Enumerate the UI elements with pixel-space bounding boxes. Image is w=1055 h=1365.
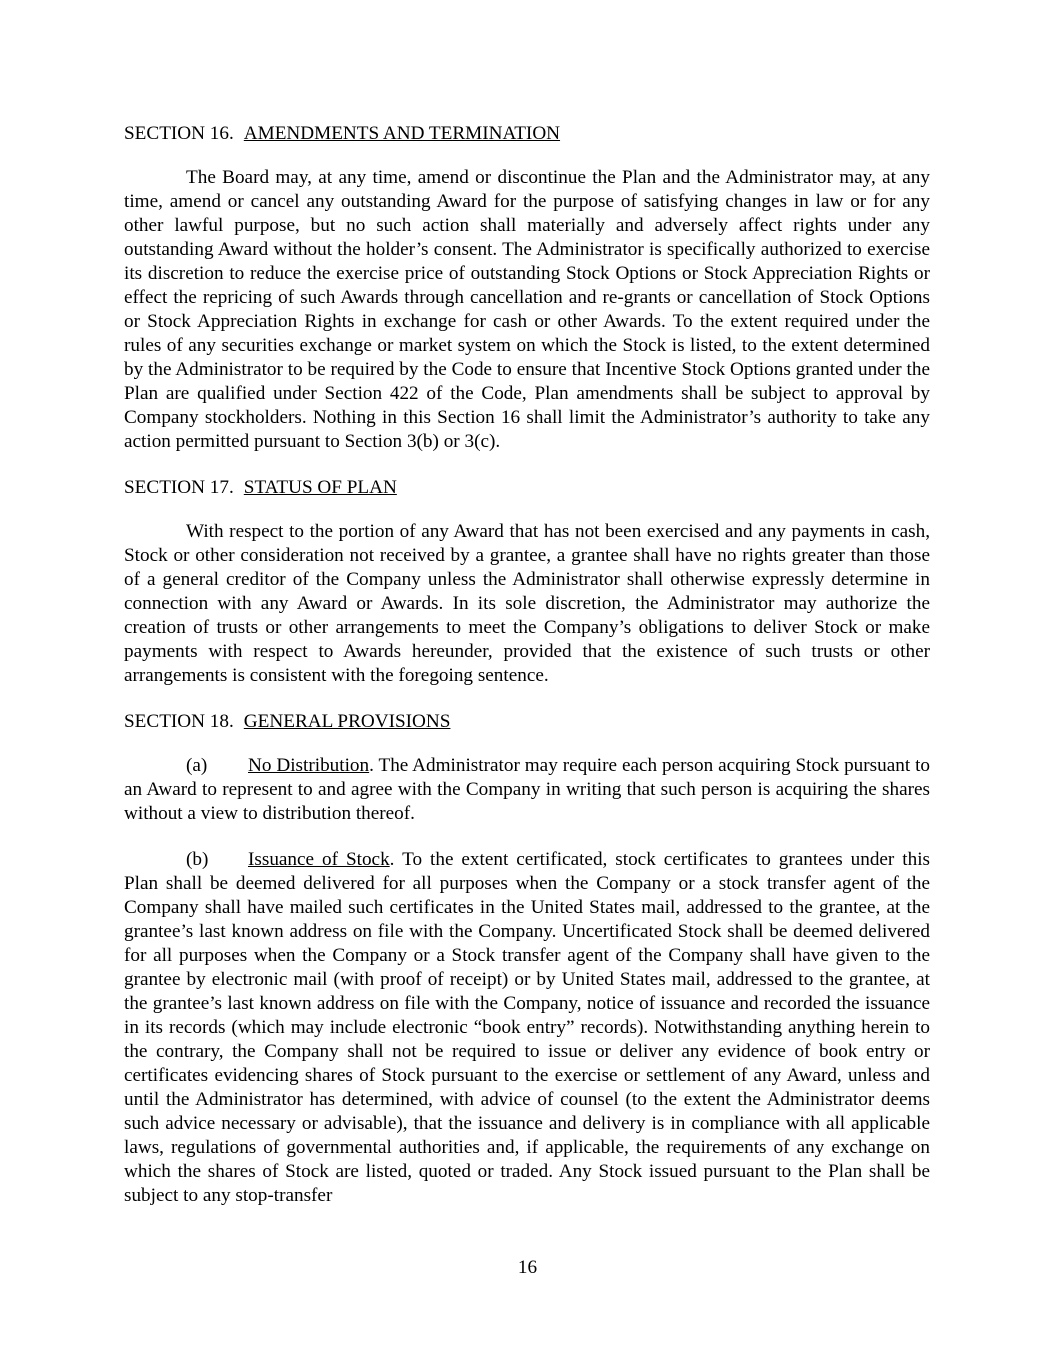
section-18a-label: (a) [186,755,208,776]
section-18a-title: No Distribution [248,755,370,776]
section-16-heading [124,122,930,146]
section-17-number: SECTION 17. [124,477,234,498]
section-16-number: SECTION 16. [124,123,234,144]
section-17-title: STATUS OF PLAN [243,477,397,498]
section-18a-paragraph [124,754,930,826]
section-16-title: AMENDMENTS AND TERMINATION [243,123,561,144]
section-18b-label: (b) [186,849,209,870]
document-page [124,122,930,1208]
section-17-body: With respect to the portion of any Award that has not been exercised and any payments in cash, Stock or other consideration not received by a grantee, a grantee shall have no rights greater than those of a general creditor of the Company unless the Administrator shall otherwise expressly determine in connection with any Award or Awards. In its sole discretion, the Administrator may authorize the creation of trusts or other arrangements to meet the Company’s obligations to deliver Stock or make payments with respect to Awards hereunder, provided that the existence of such trusts or other arrangements is consistent with the foregoing sentence. [124,521,930,686]
section-18b-title: Issuance of Stock [248,849,390,870]
page-number: 16 [517,1257,538,1278]
section-18b-body: . To the extent certificated, stock certificates to grantees under this Plan shall be deemed delivered for all purposes when the Company or a stock transfer agent of the Company shall have mailed such certificates in the United States mail, addressed to the grantee, at the grantee’s last known address on file with the Company. Uncertificated Stock shall be deemed delivered for all purposes when the Company or a Stock transfer agent of the Company shall have given to the grantee by electronic mail (with proof of receipt) or by United States mail, addressed to the grantee, at the grantee’s last known address on file with the Company, notice of issuance and recorded the issuance in its records (which may include electronic “book entry” records). Notwithstanding anything herein to the contrary, the Company shall not be required to issue or deliver any evidence of book entry or certificates evidencing shares of Stock pursuant to the exercise or settlement of any Award, unless and until the Administrator has determined, with advice of counsel (to the extent the Administrator deems such advice necessary or advisable), that the issuance and delivery is in compliance with all applicable laws, regulations of governmental authorities and, if applicable, the requirements of any exchange on which the shares of Stock are listed, quoted or traded. Any Stock issued pursuant to the Plan shall be subject to any stop-transfer [124,849,931,1206]
section-18-number: SECTION 18. [124,711,234,732]
section-18a-body: . The Administrator may require each person acquiring Stock pursuant to an Award to represent to and agree with the Company in writing that such person is acquiring the shares without a view to distribution thereof. [124,755,931,824]
section-18b-paragraph [124,848,930,1208]
section-17-heading [124,476,930,500]
section-18-title: GENERAL PROVISIONS [243,711,451,732]
section-16-body: The Board may, at any time, amend or discontinue the Plan and the Administrator may, at any time, amend or cancel any outstanding Award for the purpose of satisfying changes in law or for any other lawful purpose, but no such action shall materially and adversely affect rights under any outstanding Award without the holder’s consent. The Administrator is specifically authorized to exercise its discretion to reduce the exercise price of outstanding Stock Options or Stock Appreciation Rights or effect the repricing of such Awards through cancellation and re-grants or cancellation of Stock Options or Stock Appreciation Rights in exchange for cash or other Awards. To the extent required under the rules of any securities exchange or market system on which the Stock is listed, to the extent determined by the Administrator to be required by the Code to ensure that Incentive Stock Options granted under the Plan are qualified under Section 422 of the Code, Plan amendments shall be subject to approval by Company stockholders. Nothing in this Section 16 shall limit the Administrator’s authority to take any action permitted pursuant to Section 3(b) or 3(c). [124,167,930,452]
section-18-heading [124,710,930,734]
